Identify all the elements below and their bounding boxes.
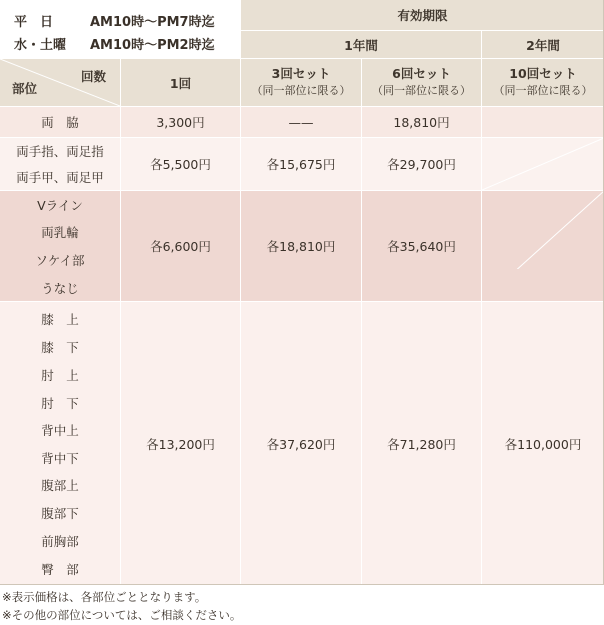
price-1-cell: 各6,600円 [121,191,240,301]
col-1-header: 1回 [121,59,240,106]
not-applicable-diagonal [482,107,604,269]
wedsat-label: 水・土曜 [14,38,67,53]
corner-count-label: 回数 [80,69,106,84]
table-bottom-border [0,584,604,585]
price-6-cell: 各35,640円 [362,191,481,301]
wedsat-time: AM10時〜PM2時迄 [90,38,215,53]
price-3-cell: 各18,810円 [241,191,361,301]
weekday-label: 平 日 [14,15,54,30]
part-cell: 両 脇 [0,107,120,137]
part-cell: 背中下 [41,450,79,466]
two-year-header: 2年間 [482,31,604,58]
price-1-cell: 各13,200円 [121,302,240,585]
price-6-cell: 各71,280円 [362,302,481,585]
price-6-cell: 各29,700円 [362,138,481,190]
price-1-cell: 各5,500円 [121,138,240,190]
one-year-header: 1年間 [241,31,481,58]
corner-header [0,59,120,106]
note-line: ※その他の部位については、ご相談ください。 [2,608,242,622]
part-cell: 腹部上 [41,478,79,493]
part-cell: ソケイ部 [0,246,120,274]
part-cell: 膝 上 [41,312,79,327]
price-3-cell: 各15,675円 [241,138,361,190]
part-cell: 両乳輪 [0,218,120,246]
note-line: ※表示価格は、各部位ごととなります。 [2,590,207,604]
part-cell: 前胸部 [41,534,79,549]
part-cell: 膝 下 [41,340,79,355]
part-cell: 臀 部 [41,562,79,577]
part-cell: Vライン [0,191,120,218]
part-cell: 肘 上 [41,368,79,383]
part-cell: 肘 下 [41,395,79,411]
price-6-cell: 18,810円 [362,107,481,137]
part-cell: うなじ [0,274,120,301]
weekday-time: AM10時〜PM7時迄 [90,15,215,30]
price-3-cell: —— [241,107,361,137]
part-cell: 両手甲、両足甲 [0,164,120,190]
col-6-header: 6回セット （同一部位に限る） [362,59,481,106]
part-cell: 腹部下 [41,506,79,521]
price-3-cell: 各37,620円 [241,302,361,585]
business-hours [0,0,241,58]
price-10-cell: 各110,000円 [482,302,604,585]
price-1-cell: 3,300円 [121,107,240,137]
validity-header: 有効期限 [241,0,604,30]
col-3-header: 3回セット （同一部位に限る） [241,59,361,106]
corner-part-label: 部位 [12,81,38,96]
part-cell: 両手指、両足指 [0,138,120,164]
col-10-header: 10回セット （同一部位に限る） [482,59,604,106]
part-cell: 背中上 [41,423,79,438]
